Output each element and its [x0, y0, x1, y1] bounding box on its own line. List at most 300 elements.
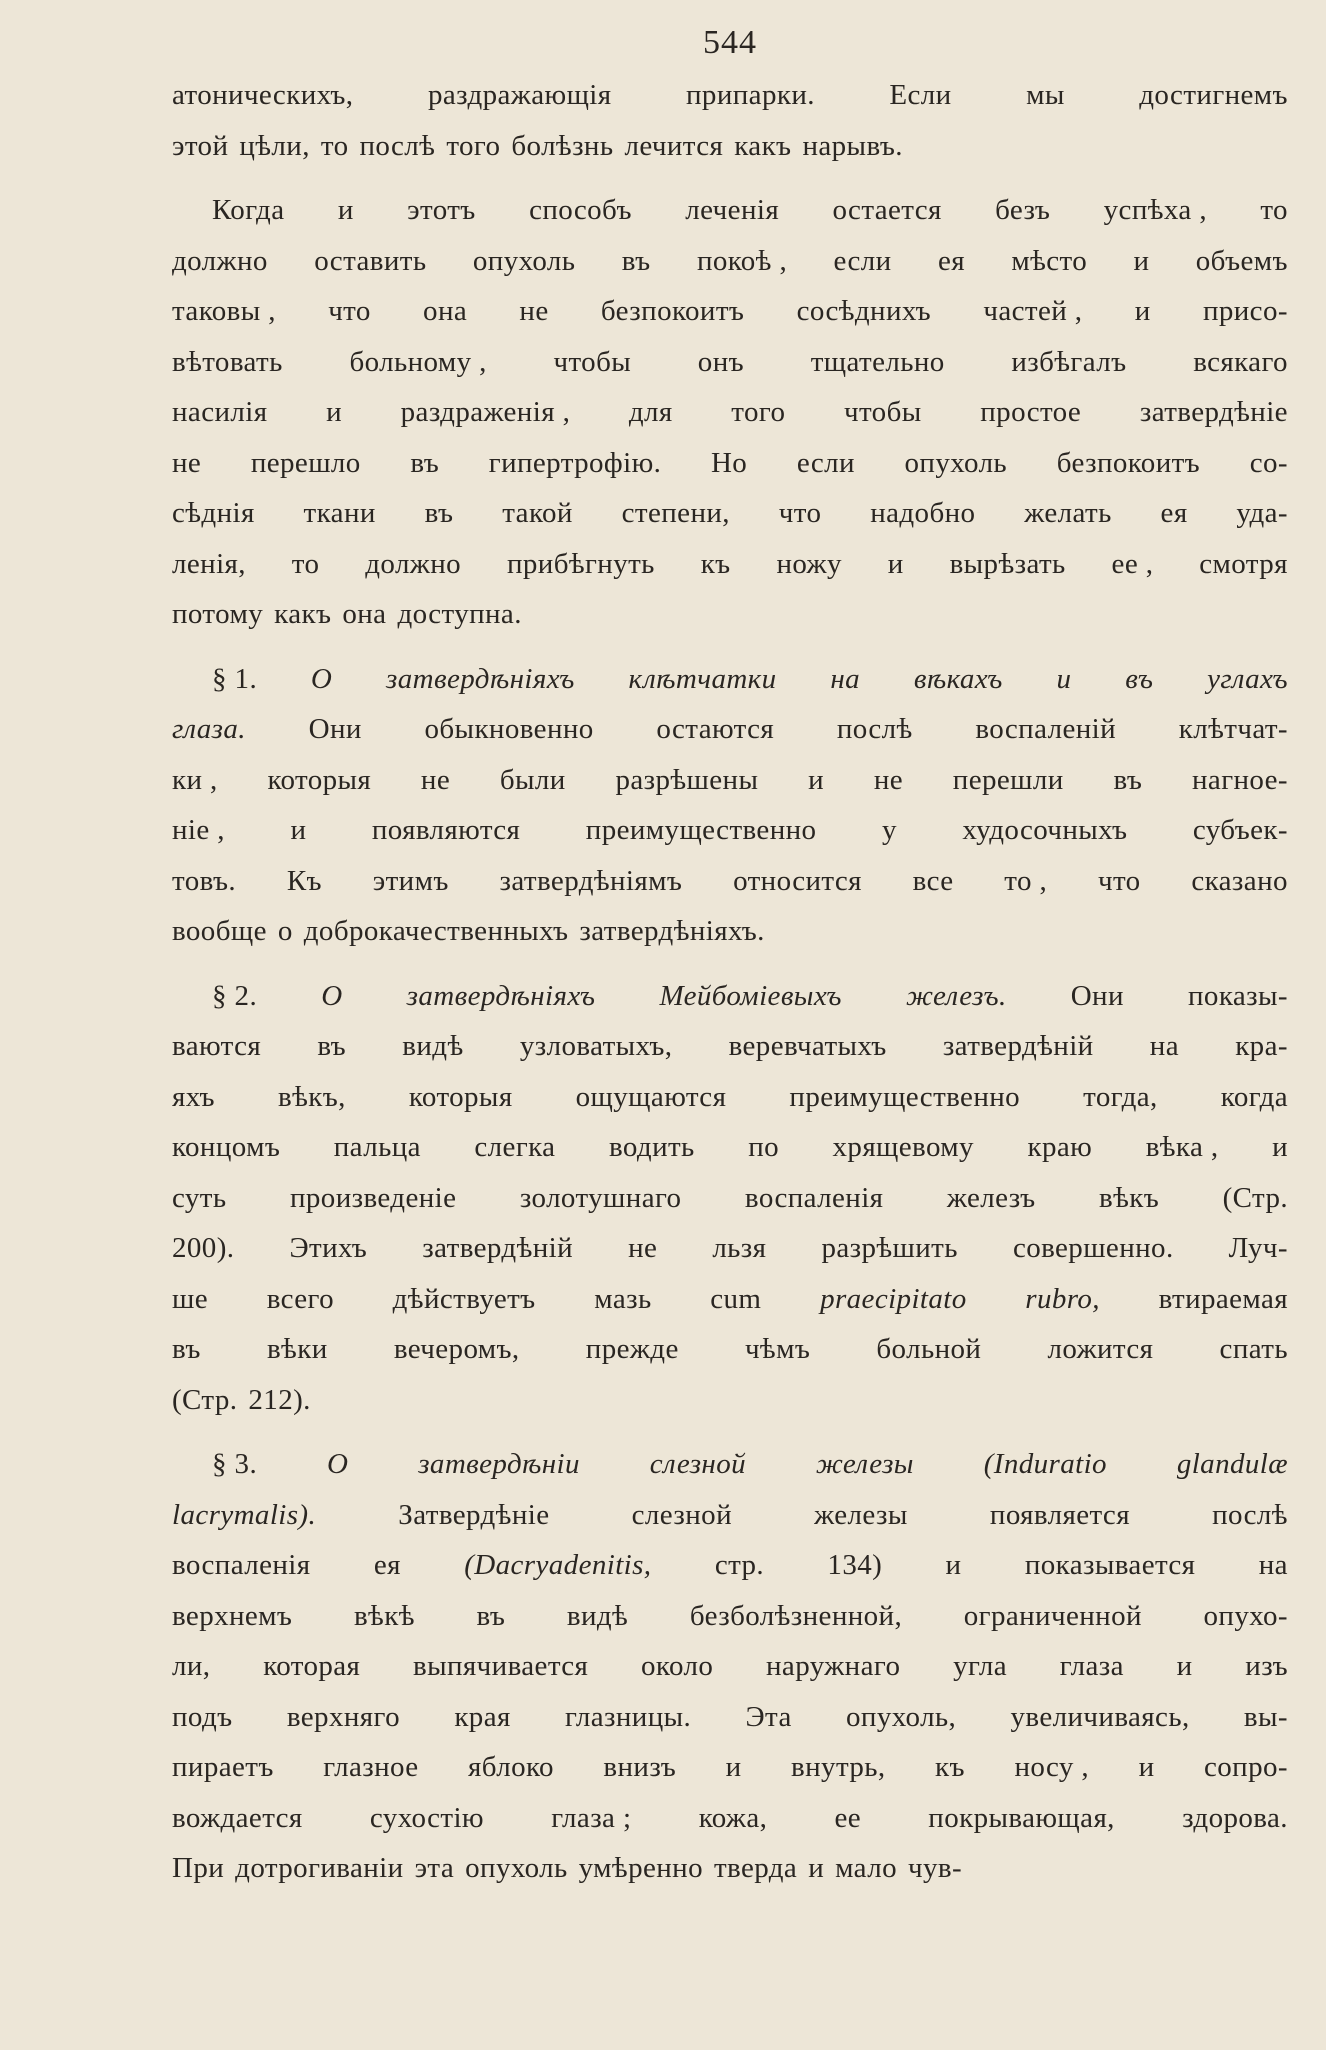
word: леченія	[685, 194, 780, 226]
word: кожа,	[698, 1801, 768, 1834]
word: опухоль,	[846, 1700, 957, 1733]
text-line	[172, 1591, 1288, 1642]
text-line	[172, 1072, 1288, 1123]
word: того	[731, 396, 786, 428]
word: что	[1097, 864, 1141, 897]
text-line	[172, 906, 1288, 957]
word: около	[641, 1650, 714, 1682]
text-line	[172, 1742, 1288, 1793]
word: Къ	[286, 864, 322, 897]
word: § 3.	[212, 1448, 258, 1480]
word: появляется	[989, 1498, 1130, 1531]
word: ленія,	[172, 547, 246, 580]
word: надобно	[870, 497, 976, 529]
word: узловатыхъ,	[519, 1030, 673, 1062]
word: разрѣшены	[615, 763, 759, 796]
word: не	[519, 295, 549, 327]
word: о	[277, 915, 293, 947]
word: и	[337, 194, 354, 226]
word: въ	[317, 1030, 347, 1062]
word: раздражающія	[427, 79, 612, 111]
word: успѣха ,	[1103, 194, 1207, 226]
word: выпячивается	[413, 1650, 589, 1682]
paragraph-gap	[172, 1425, 1288, 1439]
text-line	[172, 971, 1288, 1022]
word: lacrymalis).	[172, 1498, 317, 1531]
word: концомъ	[172, 1131, 281, 1163]
word: опухоль	[472, 244, 576, 277]
word: всякаго	[1193, 345, 1288, 378]
word: перешли	[952, 763, 1064, 796]
word: желать	[1024, 497, 1112, 529]
text-line	[172, 755, 1288, 806]
word: избѣгалъ	[1011, 345, 1127, 378]
word: клѣтчат-	[1178, 713, 1288, 745]
word: 212).	[248, 1383, 311, 1416]
word: и	[808, 763, 825, 796]
word: въ	[172, 1333, 201, 1365]
word: воспаленія	[744, 1181, 884, 1214]
word: она	[342, 598, 387, 630]
text-line	[172, 589, 1288, 640]
word: воспаленія	[172, 1549, 311, 1581]
text-line	[172, 1375, 1288, 1426]
word: этимъ	[372, 864, 449, 897]
word: частей ,	[983, 295, 1083, 327]
word: показы-	[1188, 979, 1288, 1012]
word: чув-	[907, 1852, 963, 1884]
word: и	[1134, 295, 1151, 327]
text-line	[172, 539, 1288, 590]
word: послѣ	[1212, 1498, 1288, 1531]
text-line	[172, 1843, 1288, 1894]
word: послѣ	[359, 129, 436, 162]
word: безпокоитъ	[600, 295, 745, 327]
word: мѣсто	[1011, 244, 1088, 277]
word: слегка	[474, 1131, 556, 1163]
word: затвердѣній	[422, 1232, 574, 1264]
paragraph	[172, 971, 1288, 1426]
word: если	[833, 244, 892, 277]
word: Они	[308, 713, 362, 745]
word: 200).	[172, 1232, 235, 1264]
word: § 2.	[212, 979, 258, 1012]
word: когда	[1220, 1080, 1288, 1113]
word: внизъ	[603, 1751, 677, 1783]
word: ее	[834, 1801, 862, 1834]
word: произведеніе	[289, 1181, 457, 1214]
word: прежде	[585, 1333, 679, 1365]
paragraph	[172, 1439, 1288, 1894]
word: О	[310, 662, 333, 695]
word: безпокоитъ	[1056, 446, 1201, 479]
word: если	[796, 446, 855, 479]
word: внутрь,	[791, 1751, 886, 1783]
word: praecipitato	[820, 1282, 967, 1315]
text-line	[172, 654, 1288, 705]
word: вѣка ,	[1145, 1131, 1219, 1163]
word: ее ,	[1111, 547, 1154, 580]
text-line	[172, 1540, 1288, 1591]
word: наружнаго	[766, 1650, 901, 1682]
word: чтобы	[553, 345, 632, 378]
word: не	[420, 763, 451, 796]
text-line	[172, 185, 1288, 236]
word: угла	[953, 1650, 1007, 1682]
word: ножу	[776, 547, 842, 580]
word: должно	[172, 244, 268, 277]
word: (Стр.	[172, 1383, 238, 1416]
word: въ	[410, 446, 440, 479]
word: стр.	[714, 1549, 765, 1581]
word: Луч-	[1228, 1232, 1288, 1264]
word: опухоль	[904, 446, 1008, 479]
word: этотъ	[407, 194, 476, 226]
text-line	[172, 1793, 1288, 1844]
word: къ	[700, 547, 731, 580]
text-line	[172, 805, 1288, 856]
word: ложится	[1047, 1333, 1154, 1365]
word: Эта	[745, 1700, 792, 1733]
word: видѣ	[566, 1599, 629, 1632]
word: ея	[1160, 497, 1188, 529]
text-line	[172, 70, 1288, 121]
word: сѣднія	[172, 497, 255, 529]
word: такой	[502, 497, 573, 529]
word: по	[748, 1131, 780, 1163]
word: объемъ	[1195, 244, 1288, 277]
text-line	[172, 1021, 1288, 1072]
word: сказано	[1191, 864, 1288, 897]
word: и	[1133, 244, 1150, 277]
word: которыя	[408, 1080, 513, 1113]
word: присо-	[1202, 295, 1288, 327]
word: доброкачественныхъ	[303, 915, 569, 947]
paragraph-gap	[172, 171, 1288, 185]
word: гипертрофію.	[488, 446, 662, 479]
word: опухо-	[1203, 1599, 1288, 1632]
word: которыя	[267, 763, 372, 796]
word: тверда	[713, 1852, 798, 1884]
word: въ	[1113, 763, 1143, 796]
word: доступна.	[397, 598, 522, 630]
word: глаза	[1059, 1650, 1124, 1682]
word: (Стр.	[1222, 1181, 1288, 1214]
word: вѣкѣ	[353, 1599, 415, 1632]
word: железъ.	[905, 979, 1007, 1012]
word: смотря	[1199, 547, 1288, 580]
word: яблоко	[468, 1751, 554, 1783]
paragraph	[172, 185, 1288, 640]
word: этой	[172, 129, 229, 162]
word: вырѣзать	[949, 547, 1066, 580]
word: достигнемъ	[1139, 79, 1288, 111]
word: ткани	[303, 497, 376, 529]
word: которая	[263, 1650, 361, 1682]
word: вѣкъ,	[278, 1080, 346, 1113]
text-line	[172, 438, 1288, 489]
word: затвердѣніямъ	[499, 864, 683, 897]
word: цѣли,	[239, 129, 310, 162]
word: степени,	[621, 497, 730, 529]
word: О	[326, 1448, 349, 1480]
word: ощущаются	[575, 1080, 727, 1113]
word: золотушнаго	[519, 1181, 682, 1214]
word: то ,	[1004, 864, 1048, 897]
word: верхнемъ	[172, 1599, 293, 1632]
word: дѣйствуетъ	[392, 1282, 536, 1315]
word: появляются	[371, 814, 521, 846]
word: тщательно	[810, 345, 945, 378]
word: glandulæ	[1176, 1448, 1288, 1480]
paragraph-gap	[172, 640, 1288, 654]
word: веревчатыхъ	[728, 1030, 887, 1062]
word: затвердѣніи	[418, 1448, 580, 1480]
text-line	[172, 1274, 1288, 1325]
word: онъ	[697, 345, 745, 378]
word: болѣзнь	[511, 129, 614, 162]
word: Затвердѣніе	[398, 1498, 550, 1531]
word: оставить	[314, 244, 427, 277]
word: всего	[266, 1282, 334, 1315]
word: и	[1056, 662, 1072, 695]
word: разрѣшить	[821, 1232, 958, 1264]
word: ше	[172, 1282, 209, 1315]
word: железъ	[946, 1181, 1036, 1214]
word: вы-	[1243, 1700, 1288, 1733]
word: железы	[815, 1448, 914, 1480]
word: больному ,	[349, 345, 487, 378]
word: не	[873, 763, 904, 796]
text-line	[172, 286, 1288, 337]
word: ея	[373, 1549, 401, 1581]
word: на	[830, 662, 861, 695]
text-line	[172, 1490, 1288, 1541]
word: ніе ,	[172, 814, 225, 846]
page-number: 544	[703, 24, 757, 61]
word: ваются	[172, 1030, 262, 1062]
word: суть	[172, 1181, 227, 1214]
text-line	[172, 236, 1288, 287]
word: вообще	[172, 915, 267, 947]
word: что	[778, 497, 822, 529]
word: края	[454, 1700, 511, 1733]
word: (Induratio	[983, 1448, 1107, 1480]
word: rubro,	[1025, 1282, 1100, 1315]
word: показывается	[1024, 1549, 1196, 1581]
word: и	[1272, 1131, 1288, 1163]
word: изъ	[1245, 1650, 1288, 1682]
word: безъ	[995, 194, 1051, 226]
word: дотрогиваніи	[235, 1852, 404, 1884]
word: мы	[1026, 79, 1065, 111]
word: то	[1260, 194, 1288, 226]
word: ея	[937, 244, 965, 277]
word: и	[326, 396, 343, 428]
word: втираемая	[1158, 1282, 1288, 1315]
word: таковы ,	[172, 295, 276, 327]
word: слезной	[631, 1498, 733, 1531]
word: не	[172, 446, 202, 479]
word: совершенно.	[1012, 1232, 1174, 1264]
word: уда-	[1236, 497, 1288, 529]
word: что	[328, 295, 371, 327]
word: со-	[1249, 446, 1288, 479]
word: остаются	[656, 713, 775, 745]
word: затвердѣніяхъ	[386, 662, 575, 695]
word: какъ	[734, 129, 792, 162]
word: 134)	[827, 1549, 883, 1581]
word: пальца	[333, 1131, 421, 1163]
word: не	[628, 1232, 658, 1264]
word: пираетъ	[172, 1751, 274, 1783]
word: При	[172, 1852, 225, 1884]
text-line	[172, 1122, 1288, 1173]
word: преимущественно	[585, 814, 817, 846]
word: покоѣ ,	[696, 244, 788, 277]
word: вѣкахъ	[913, 662, 1003, 695]
word: подъ	[172, 1700, 233, 1733]
word: затвердѣніяхъ	[406, 979, 596, 1012]
word: Когда	[212, 194, 285, 226]
word: остается	[832, 194, 942, 226]
word: слезной	[649, 1448, 747, 1480]
word: насилія	[172, 396, 268, 428]
word: лечится	[624, 129, 724, 162]
word: она	[423, 295, 468, 327]
word: Если	[889, 79, 952, 111]
word: то	[320, 129, 349, 162]
word: спать	[1219, 1333, 1288, 1365]
word: покрывающая,	[928, 1801, 1115, 1834]
word: нарывъ.	[802, 129, 903, 162]
word: сопро-	[1204, 1751, 1288, 1783]
word: на	[1149, 1030, 1179, 1062]
word: атоническихъ,	[172, 79, 354, 111]
word: О	[321, 979, 343, 1012]
word: раздраженія ,	[400, 396, 571, 428]
word: къ	[935, 1751, 965, 1783]
word: § 1.	[212, 662, 258, 695]
word: затвердѣній	[942, 1030, 1094, 1062]
text-line	[172, 337, 1288, 388]
word: глазницы.	[565, 1700, 692, 1733]
word: у	[881, 814, 897, 846]
word: сосѣднихъ	[796, 295, 932, 327]
word: (Dacryadenitis,	[464, 1549, 652, 1581]
word: и	[887, 547, 904, 580]
word: здорова.	[1182, 1801, 1288, 1834]
word: преимущественно	[789, 1080, 1021, 1113]
word: и	[1138, 1751, 1155, 1783]
word: и	[945, 1549, 962, 1581]
paragraph-gap	[172, 957, 1288, 971]
word: Мейбоміевыхъ	[659, 979, 842, 1012]
word: вѣтовать	[172, 345, 283, 378]
text-line	[172, 1692, 1288, 1743]
word: ли,	[172, 1650, 211, 1682]
word: и	[290, 814, 307, 846]
word: сухостію	[369, 1801, 484, 1834]
word: железы	[814, 1498, 908, 1531]
word: вождается	[172, 1801, 303, 1834]
word: льзя	[712, 1232, 767, 1264]
word: верхняго	[286, 1700, 400, 1733]
word: опухоль	[465, 1852, 568, 1884]
word: Но	[710, 446, 748, 479]
word: вечеромъ,	[393, 1333, 520, 1365]
word: нагное-	[1192, 763, 1288, 796]
text-line	[172, 1223, 1288, 1274]
word: Этихъ	[289, 1232, 368, 1264]
text-line	[172, 1641, 1288, 1692]
word: кра-	[1235, 1030, 1288, 1062]
word: товъ.	[172, 864, 237, 897]
word: безболѣзненной,	[689, 1599, 903, 1632]
word: затвердѣніе	[1139, 396, 1288, 428]
word: углахъ	[1207, 662, 1288, 695]
word: въ	[621, 244, 651, 277]
text-line	[172, 1439, 1288, 1490]
word: больной	[876, 1333, 982, 1365]
word: затвердѣніяхъ.	[579, 915, 765, 947]
word: въ	[476, 1599, 506, 1632]
word: прибѣгнуть	[506, 547, 655, 580]
word: въ	[424, 497, 454, 529]
word: относится	[733, 864, 862, 897]
word: глаза ;	[551, 1801, 632, 1834]
word: субъек-	[1192, 814, 1288, 846]
word: увеличиваясь,	[1010, 1700, 1190, 1733]
text-line	[172, 1324, 1288, 1375]
word: какъ	[274, 598, 332, 630]
text-line	[172, 704, 1288, 755]
word: краю	[1027, 1131, 1093, 1163]
word: худосочныхъ	[962, 814, 1128, 846]
text-line	[172, 856, 1288, 907]
word: все	[912, 864, 954, 897]
word: перешло	[250, 446, 361, 479]
word: потому	[172, 598, 264, 630]
word: того	[446, 129, 501, 162]
word: водить	[608, 1131, 695, 1163]
word: способъ	[529, 194, 632, 226]
word: припарки.	[686, 79, 815, 111]
text-line	[172, 121, 1288, 172]
paragraph	[172, 70, 1288, 171]
word: хрящевому	[832, 1131, 974, 1163]
word: на	[1258, 1549, 1288, 1581]
word: были	[499, 763, 566, 796]
word: и	[1176, 1650, 1193, 1682]
text-line	[172, 387, 1288, 438]
word: тогда,	[1083, 1080, 1158, 1113]
word: эта	[414, 1852, 455, 1884]
word: послѣ	[836, 713, 913, 745]
word: должно	[365, 547, 462, 580]
word: въ	[1125, 662, 1154, 695]
word: то	[291, 547, 320, 580]
body-text	[172, 70, 1288, 1894]
word: воспаленій	[975, 713, 1117, 745]
text-line	[172, 1173, 1288, 1224]
word: простое	[980, 396, 1082, 428]
word: глаза.	[172, 713, 246, 745]
word: ограниченной	[963, 1599, 1142, 1632]
word: видѣ	[402, 1030, 464, 1062]
word: носу ,	[1014, 1751, 1090, 1783]
word: мало	[835, 1852, 897, 1884]
